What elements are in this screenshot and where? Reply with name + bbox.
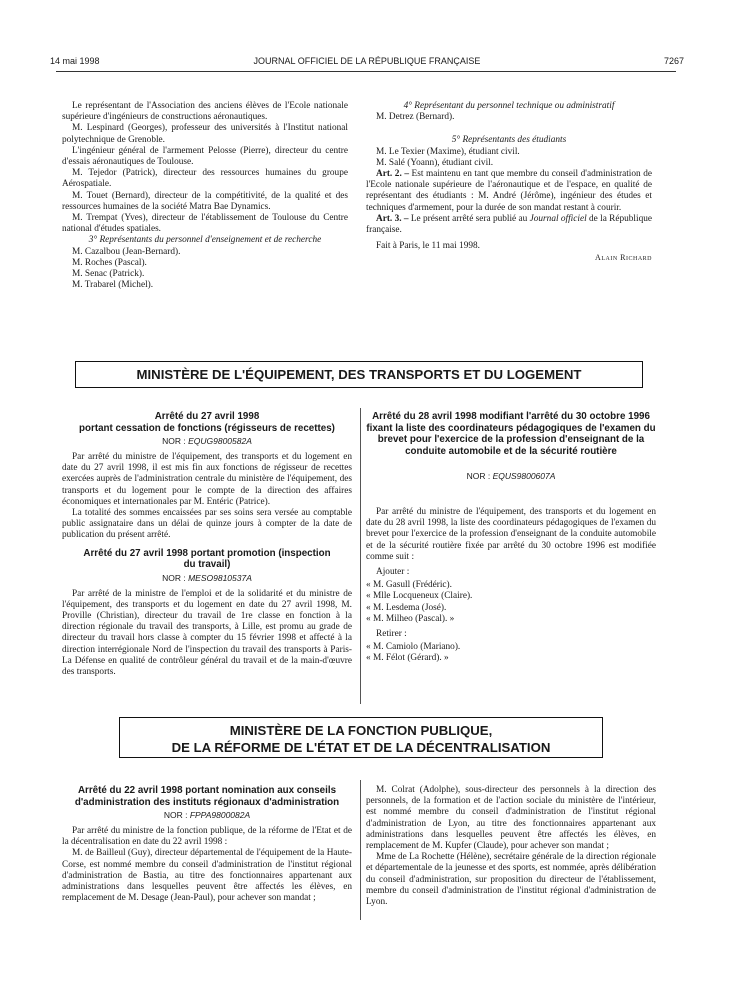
ministry2-left-column xyxy=(62,785,352,904)
paragraph: Par arrêté du ministre de l'équipement, des transports et du logement en date du 27 avril 1998, il est mis fin aux fonctions de régisseur de recettes exercées auprès de l'administration centrale du ministère de l'équipement, des transports et du logement pour le compte de la direction des affaires économiques et internationales par M. Entéric (Patrice). xyxy=(62,452,352,507)
paragraph: M. Tejedor (Patrick), directeur des ressources humaines du groupe Aérospatiale. xyxy=(62,168,348,190)
nor-reference: NOR : EQUS9800607A xyxy=(466,471,556,481)
header-journal-title: JOURNAL OFFICIEL DE LA RÉPUBLIQUE FRANÇAISE xyxy=(253,56,481,66)
paragraph: Par arrêté du ministre de l'équipement, des transports et du logement en date du 28 avril 1998, la liste des coordinateurs pédagogiques de l'examen du brevet pour l'exercice de la profession d'enseignant de la conduite automobile et de la sécurité routière fixée par arrêté du 30 octobre 1996 est modifiée comme suit : xyxy=(366,507,656,562)
article-3: Art. 3. – Le présent arrêté sera publié au Journal officiel de la République française. xyxy=(366,213,653,236)
ministry-title: MINISTÈRE DE LA FONCTION PUBLIQUE, xyxy=(229,723,493,738)
ministry1-left-column xyxy=(62,411,352,678)
member-name: M. Le Texier (Maxime), étudiant civil. xyxy=(376,146,520,157)
signature: Alain Richard xyxy=(595,253,652,263)
arrete-title: Arrêté du 22 avril 1998 portant nomination aux conseils d'administration des instituts régionaux d'administration xyxy=(74,785,340,808)
ministry1-right-column xyxy=(366,411,656,665)
top-right-column xyxy=(366,101,652,264)
article-2: Art. 2. – Est maintenu en tant que membre du conseil d'administration de l'Ecole nationale supérieure de l'aéronautique et de l'espace, en qualité de représentant des étudiants : M. André (Jérôme), ingénieur des études et techniques d'armement, pour la durée de son mandat restant à courir. xyxy=(366,169,652,213)
section-heading: 4° Représentant du personnel technique ou administratif xyxy=(403,101,615,111)
ministry-heading-box xyxy=(119,717,603,758)
paragraph: M. Lespinard (Georges), professeur des universités à l'Institut national polytechnique de Grenoble. xyxy=(62,123,348,145)
paragraph: Par arrêté du ministre de la fonction publique, de la réforme de l'Etat et de la décentralisation en date du 22 avril 1998 : xyxy=(62,826,352,848)
list-label: Ajouter : xyxy=(376,567,410,578)
place-date: Fait à Paris, le 11 mai 1998. xyxy=(376,241,480,252)
list-item: « M. Lesdema (José). xyxy=(366,602,447,613)
column-divider xyxy=(360,780,361,920)
list-item: « M. Milheo (Pascal). » xyxy=(366,613,455,624)
section-heading: 5° Représentants des étudiants xyxy=(451,135,567,146)
paragraph: M. de Bailleul (Guy), directeur départemental de l'équipement de la Haute-Corse, est nommé membre du conseil d'administration de l'institut régional d'administration de Bastia, au titre des fonctionnaires appartenant aux administrations dans lesquelles peuvent être affectés les élèves, en remplacement de M. Desage (Jean-Paul), pour achever son mandat ; xyxy=(62,848,352,904)
paragraph: M. Trempat (Yves), directeur de l'établissement de Toulouse du Centre national d'études spatiales. xyxy=(62,213,348,235)
arrete-title: Arrêté du 27 avril 1998 portant cessation de fonctions (régisseurs de recettes) xyxy=(79,411,335,434)
paragraph: Le représentant de l'Association des anciens élèves de l'Ecole nationale supérieure d'ingénieurs de constructions aéronautiques. xyxy=(62,101,348,123)
paragraph: M. Touet (Bernard), directeur de la compétitivité, de la qualité et des ressources humaines de la société Matra Bae Dynamics. xyxy=(62,190,348,212)
article-label: Art. 3. – xyxy=(376,213,409,224)
page-header xyxy=(50,56,684,70)
journal-name: Journal officiel xyxy=(529,213,587,224)
nor-reference: NOR : MESO9810537A xyxy=(162,572,252,583)
paragraph: La totalité des sommes encaissées par ses soins sera versée au comptable public assignataire dans un délai de quinze jours à compter de la date de publication du présent arrêté. xyxy=(62,508,352,541)
paragraph: Par arrêté de la ministre de l'emploi et de la solidarité et du ministre de l'équipement, des transports et du logement en date du 27 avril 1998, M. Proville (Christian), directeur du travail de 1re classe en fonction à la direction régionale du travail des transports, à Lille, est promu au grade de directeur du travail hors classe à compter du 15 février 1998 et affecté à la direction interrégionale Nord de l'inspection du travail des transports à Paris-La Défense en qualité de contrôleur général du travail et de la main-d'œuvre des transports. xyxy=(62,588,352,678)
paragraph: M. Colrat (Adolphe), sous-directeur des personnels à la direction des personnels, de la formation et de l'action sociale du ministère de l'intérieur, est nommé membre du conseil d'administration de l'institut régional d'administration de Lyon, au titre des fonctionnaires appartenant aux administrations dans lesquelles peuvent être affectés les élèves, en remplacement de M. Kupfer (Claude), pour achever son mandat ; xyxy=(366,785,656,852)
paragraph: L'ingénieur général de l'armement Pelosse (Pierre), directeur du centre d'essais aéronautiques de Toulouse. xyxy=(62,145,348,168)
list-item: « M. Gasull (Frédéric). xyxy=(366,580,452,591)
header-rule xyxy=(56,71,676,72)
nor-reference: NOR : EQUG9800582A xyxy=(162,436,252,446)
ministry-heading-box xyxy=(75,361,643,388)
arrete-title: Arrêté du 27 avril 1998 portant promotion (inspection du travail) xyxy=(83,547,331,571)
ministry-title: DE LA RÉFORME DE L'ÉTAT ET DE LA DÉCENTRALISATION xyxy=(171,740,551,755)
article-label: Art. 2. – xyxy=(376,169,409,180)
header-page-number: 7267 xyxy=(663,56,684,66)
list-item: « M. Félot (Gérard). » xyxy=(366,653,449,664)
list-label: Retirer : xyxy=(376,629,407,640)
paragraph: Mme de La Rochette (Hélène), secrétaire générale de la direction régionale et départementale de la jeunesse et des sports, est nommée, après délibération du conseil d'administration, sur proposition du directeur de l'établissement, membre du conseil d'administration de l'institut régional d'administration de Lyon. xyxy=(366,852,656,908)
header-date: 14 mai 1998 xyxy=(50,56,100,66)
arrete-title: Arrêté du 28 avril 1998 modifiant l'arrêté du 30 octobre 1996 fixant la liste des coordinateurs pédagogiques de l'examen du brevet pour l'exercice de la profession d'enseignant de la conduite automobile et de la sécurité routière xyxy=(366,411,656,457)
ministry-title: MINISTÈRE DE L'ÉQUIPEMENT, DES TRANSPORTS ET DU LOGEMENT xyxy=(136,367,582,382)
member-name: M. Senac (Patrick). xyxy=(72,269,145,280)
member-name: M. Trabarel (Michel). xyxy=(72,280,154,291)
ministry2-right-column xyxy=(366,785,656,908)
member-name: M. Cazalbou (Jean-Bernard). xyxy=(72,246,181,257)
member-name: M. Detrez (Bernard). xyxy=(376,112,455,123)
list-item: « Mlle Locqueneux (Claire). xyxy=(366,591,473,602)
member-name: M. Salé (Yoann), étudiant civil. xyxy=(376,157,494,168)
nor-reference: NOR : FPPA9800082A xyxy=(163,810,251,820)
list-item: « M. Camiolo (Mariano). xyxy=(366,642,461,653)
column-divider xyxy=(360,408,361,704)
member-name: M. Roches (Pascal). xyxy=(72,257,147,268)
top-left-column xyxy=(62,101,348,291)
section-heading: 3° Représentants du personnel d'enseignement et de recherche xyxy=(88,235,322,246)
